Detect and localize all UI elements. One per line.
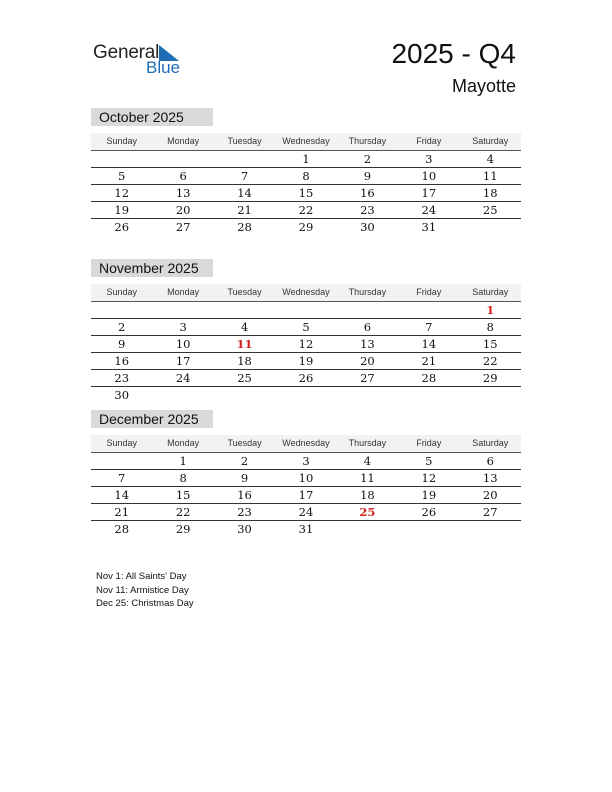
day-cell: 13: [482, 471, 498, 485]
day-cell: 27: [360, 371, 375, 385]
day-cell: 17: [175, 354, 191, 368]
month-december: [91, 410, 521, 537]
day-cell: 12: [298, 337, 314, 351]
weekday-label: Wednesday: [282, 287, 330, 297]
weekday-label: Saturday: [472, 438, 509, 448]
month-title: October 2025: [91, 108, 213, 126]
day-cell: [398, 521, 459, 537]
weekday-label: Thursday: [348, 136, 387, 146]
weekday-label: Monday: [167, 438, 200, 448]
day-cell: 9: [118, 337, 126, 351]
week-row: [91, 470, 521, 487]
week-row: [91, 387, 521, 403]
day-cell: 22: [175, 505, 191, 519]
day-cell: 22: [482, 354, 498, 368]
week-row: [91, 202, 521, 219]
logo-text-blue: Blue: [146, 58, 181, 77]
week-row: [91, 370, 521, 387]
weekday-label: Friday: [416, 438, 442, 448]
week-row: [91, 353, 521, 370]
weekday-label: Monday: [167, 136, 200, 146]
day-cell: 15: [298, 186, 314, 200]
week-row: [91, 168, 521, 185]
month-grid: [91, 302, 521, 403]
week-row: [91, 219, 521, 235]
day-cell: 9: [363, 169, 372, 183]
day-cell: 17: [298, 488, 314, 502]
holiday-note: Nov 11: Armistice Day: [96, 584, 189, 596]
week-row: [91, 504, 521, 521]
day-cell: 30: [114, 388, 130, 402]
weekday-label: Sunday: [106, 136, 137, 146]
day-cell: 2: [363, 152, 372, 166]
day-cell: [460, 387, 521, 403]
weekday-label: Tuesday: [227, 438, 262, 448]
day-cell: 14: [237, 186, 252, 200]
day-cell: 10: [421, 169, 437, 183]
day-cell: 12: [421, 471, 437, 485]
holiday-day-cell: 25: [359, 505, 376, 519]
day-cell: 28: [114, 522, 130, 536]
day-cell: 25: [482, 203, 498, 217]
day-cell: 7: [240, 169, 249, 183]
logo: [93, 40, 193, 80]
day-cell: 18: [482, 186, 498, 200]
day-cell: 6: [179, 169, 187, 183]
day-cell: 19: [114, 203, 130, 217]
day-cell: 1: [302, 152, 310, 166]
day-cell: 29: [298, 220, 314, 234]
day-cell: 31: [298, 522, 314, 536]
day-cell: 28: [237, 220, 252, 234]
day-cell: [91, 302, 152, 318]
day-cell: 29: [175, 522, 191, 536]
day-cell: 10: [175, 337, 191, 351]
day-cell: 19: [421, 488, 437, 502]
day-cell: [91, 453, 152, 469]
day-cell: [275, 387, 336, 403]
day-cell: [214, 387, 275, 403]
week-row: [91, 453, 521, 470]
day-cell: 27: [175, 220, 191, 234]
day-cell: 20: [175, 203, 191, 217]
day-cell: 30: [237, 522, 252, 536]
day-cell: 23: [360, 203, 375, 217]
day-cell: 24: [175, 371, 191, 385]
weekday-label: Monday: [167, 287, 200, 297]
day-cell: [152, 302, 213, 318]
day-cell: 5: [118, 169, 126, 183]
day-cell: 4: [240, 320, 249, 334]
weekday-label: Tuesday: [227, 136, 262, 146]
day-cell: 19: [298, 354, 314, 368]
month-october: [91, 108, 521, 235]
page-title: 2025 - Q4: [391, 38, 516, 69]
day-cell: 15: [175, 488, 191, 502]
month-grid: [91, 151, 521, 235]
day-cell: [398, 387, 459, 403]
day-cell: 6: [486, 454, 494, 468]
day-cell: 26: [421, 505, 437, 519]
day-cell: 16: [237, 488, 252, 502]
day-cell: 14: [114, 488, 130, 502]
day-cell: 7: [425, 320, 433, 334]
day-cell: 26: [298, 371, 314, 385]
weekday-label: Sunday: [106, 438, 137, 448]
holiday-day-cell: 1: [486, 303, 495, 317]
day-cell: 5: [425, 454, 433, 468]
week-row: [91, 319, 521, 336]
week-row: [91, 302, 521, 319]
day-cell: [337, 387, 398, 403]
day-cell: 20: [482, 488, 498, 502]
weekday-label: Thursday: [348, 287, 387, 297]
week-row: [91, 151, 521, 168]
day-cell: 29: [482, 371, 498, 385]
day-cell: [214, 151, 275, 167]
day-cell: 26: [114, 220, 130, 234]
day-cell: 5: [302, 320, 310, 334]
day-cell: [275, 302, 336, 318]
weekday-label: Saturday: [472, 136, 509, 146]
day-cell: 8: [179, 471, 187, 485]
week-row: [91, 487, 521, 504]
day-cell: 9: [240, 471, 249, 485]
day-cell: 18: [360, 488, 375, 502]
holiday-notes: [96, 570, 194, 611]
day-cell: 22: [298, 203, 314, 217]
day-cell: 23: [114, 371, 130, 385]
day-cell: 1: [179, 454, 187, 468]
day-cell: 30: [360, 220, 375, 234]
month-title: November 2025: [91, 259, 213, 277]
weekday-label: Tuesday: [227, 287, 262, 297]
country-name: Mayotte: [451, 76, 516, 96]
month-november: [91, 259, 521, 403]
day-cell: 3: [425, 152, 433, 166]
weekday-label: Sunday: [106, 287, 137, 297]
day-cell: [337, 302, 398, 318]
month-title: December 2025: [91, 410, 213, 428]
day-cell: 10: [298, 471, 314, 485]
day-cell: [398, 302, 459, 318]
day-cell: 25: [237, 371, 252, 385]
holiday-note: Dec 25: Christmas Day: [96, 598, 194, 609]
day-cell: 21: [421, 354, 437, 368]
holiday-note: Nov 1: All Saints' Day: [96, 571, 187, 582]
week-row: [91, 521, 521, 537]
day-cell: [460, 521, 521, 537]
day-cell: 24: [298, 505, 314, 519]
week-row: [91, 185, 521, 202]
day-cell: 20: [360, 354, 375, 368]
weekday-label: Thursday: [348, 438, 387, 448]
day-cell: 8: [302, 169, 310, 183]
day-cell: 14: [421, 337, 437, 351]
day-cell: 6: [363, 320, 372, 334]
day-cell: 13: [360, 337, 375, 351]
day-cell: 2: [240, 454, 249, 468]
day-cell: [460, 219, 521, 235]
day-cell: [337, 521, 398, 537]
day-cell: 8: [486, 320, 494, 334]
weekday-header: [91, 435, 521, 453]
day-cell: 13: [175, 186, 191, 200]
day-cell: 2: [118, 320, 126, 334]
logo-text-general: General: [93, 42, 160, 63]
day-cell: [214, 302, 275, 318]
day-cell: 17: [421, 186, 437, 200]
day-cell: 16: [114, 354, 130, 368]
day-cell: 4: [363, 454, 372, 468]
week-row: [91, 336, 521, 353]
weekday-header: [91, 133, 521, 151]
day-cell: 21: [237, 203, 252, 217]
day-cell: 15: [482, 337, 498, 351]
day-cell: 11: [482, 169, 498, 183]
day-cell: 21: [114, 505, 130, 519]
weekday-label: Wednesday: [282, 438, 330, 448]
day-cell: 24: [421, 203, 437, 217]
day-cell: 31: [421, 220, 437, 234]
weekday-label: Saturday: [472, 287, 509, 297]
day-cell: 11: [360, 471, 375, 485]
weekday-label: Wednesday: [282, 136, 330, 146]
day-cell: 12: [114, 186, 130, 200]
day-cell: [152, 151, 213, 167]
day-cell: 23: [237, 505, 252, 519]
month-grid: [91, 453, 521, 537]
day-cell: 18: [237, 354, 252, 368]
day-cell: 7: [118, 471, 126, 485]
day-cell: 16: [360, 186, 375, 200]
day-cell: 4: [486, 152, 494, 166]
day-cell: [152, 387, 213, 403]
weekday-header: [91, 284, 521, 302]
day-cell: [91, 151, 152, 167]
day-cell: 3: [302, 454, 310, 468]
day-cell: 28: [421, 371, 437, 385]
holiday-day-cell: 11: [236, 337, 253, 351]
weekday-label: Friday: [416, 287, 442, 297]
day-cell: 3: [179, 320, 187, 334]
day-cell: 27: [482, 505, 498, 519]
weekday-label: Friday: [416, 136, 442, 146]
